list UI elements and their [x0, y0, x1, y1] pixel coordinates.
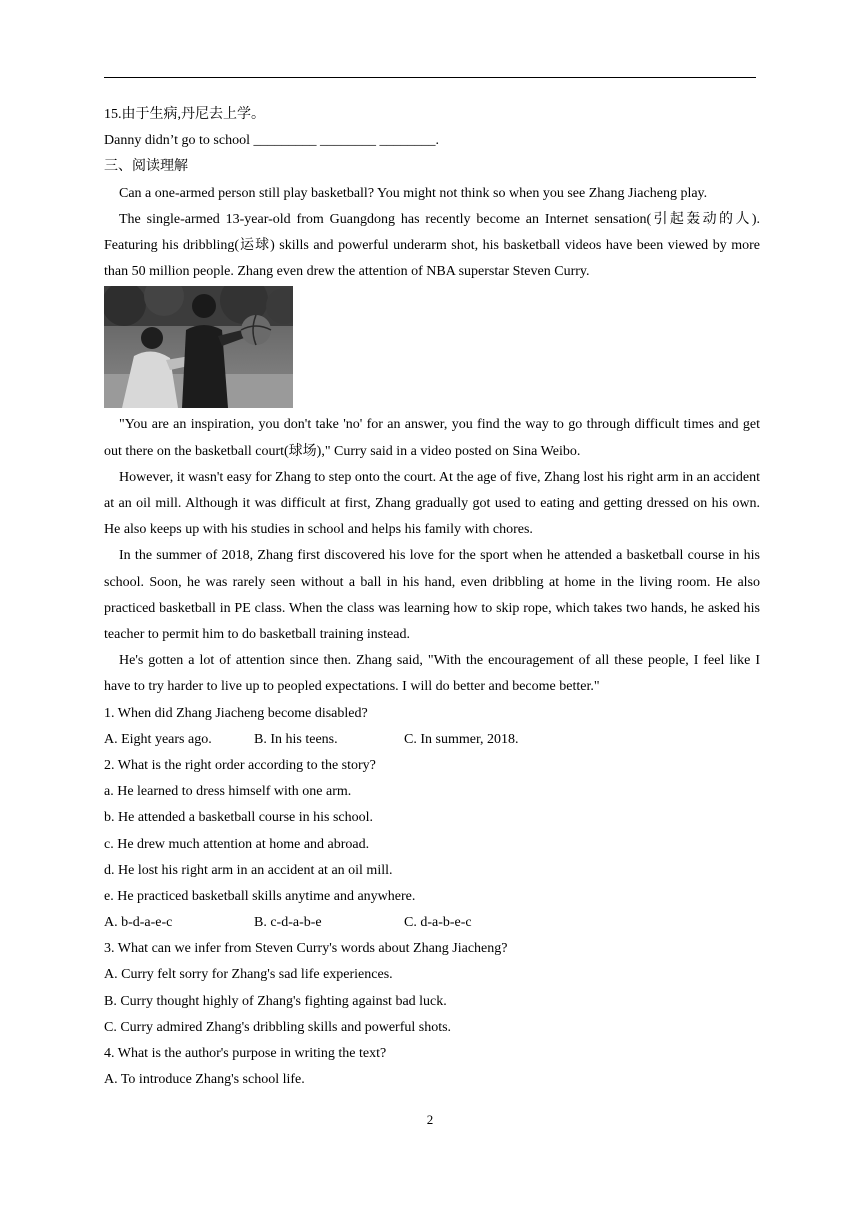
question-3-option-c: C. Curry admired Zhang's dribbling skills and powerful shots. — [104, 1019, 452, 1035]
page-content — [104, 102, 760, 1093]
question-4-stem: 4. What is the author's purpose in writing the text? — [104, 1046, 387, 1062]
question-2-option-a: A. b-d-a-e-c — [104, 915, 173, 931]
passage-paragraph-1: Can a one-armed person still play basketball? You might not think so when you see Zhang Jiacheng play. — [119, 185, 708, 201]
question-3-option-b: B. Curry thought highly of Zhang's fighting against bad luck. — [104, 993, 447, 1009]
section-title: 三、阅读理解 — [104, 159, 188, 175]
page-number: 2 — [426, 1112, 434, 1127]
passage-paragraph-3: "You are an inspiration, you don't take 'no' for an answer, you find the way to go through difficult times and get out there on the basketball court(球场)," Curry said in a video posted on Sina Weibo. — [104, 417, 760, 459]
q15-sentence: Danny didn’t go to school _________ ________ ________. — [104, 133, 439, 149]
question-1-option-b: B. In his teens. — [254, 731, 338, 747]
question-2-item-d: d. He lost his right arm in an accident at an oil mill. — [104, 862, 393, 878]
question-2-item-c: c. He drew much attention at home and abroad. — [104, 836, 370, 852]
question-1-option-a: A. Eight years ago. — [104, 731, 212, 747]
question-1-stem: 1. When did Zhang Jiacheng become disabled? — [104, 705, 368, 721]
passage-paragraph-4: However, it wasn't easy for Zhang to step onto the court. At the age of five, Zhang lost his right arm in an accident at an oil mill. Although it was difficult at first, Zhang gradually got used to eating and getting dressed on his own. He also keeps up with his studies in school and helps his family with chores. — [104, 469, 760, 538]
passage-photo — [104, 286, 293, 408]
question-2-options — [104, 910, 760, 936]
question-2-stem: 2. What is the right order according to the story? — [104, 757, 376, 773]
passage-paragraph-2: The single-armed 13-year-old from Guangdong has recently become an Internet sensation(引起轰动的人). Featuring his dribbling(运球) skills and powerful underarm shot, his basketball videos have been viewed by more than 50 million people. Zhang even drew the attention of NBA superstar Steven Curry. — [104, 211, 760, 280]
question-3-stem: 3. What can we infer from Steven Curry's words about Zhang Jiacheng? — [104, 941, 508, 957]
passage-paragraph-6: He's gotten a lot of attention since then. Zhang said, "With the encouragement of all these people, I feel like I have to try harder to live up to peopled expectations. I will do better and become better." — [104, 653, 760, 695]
question-2-item-e: e. He practiced basketball skills anytime and anywhere. — [104, 888, 416, 904]
question-2-option-b: B. c-d-a-b-e — [254, 915, 322, 931]
question-4-option-a: A. To introduce Zhang's school life. — [104, 1072, 305, 1088]
header-rule — [104, 77, 756, 78]
question-2-item-b: b. He attended a basketball course in his school. — [104, 810, 374, 826]
passage-paragraph-5: In the summer of 2018, Zhang first discovered his love for the sport when he attended a basketball course in his school. Soon, he was rarely seen without a ball in his hand, even dribbling at home in the living room. He also practiced basketball in PE class. When the class was learning how to skip rope, which takes two hands, he asked his teacher to permit him to do basketball training instead. — [104, 548, 760, 642]
basketball-photo-image — [104, 286, 293, 408]
q15-prompt: 15.由于生病,丹尼去上学。 — [104, 107, 265, 122]
question-3-option-a: A. Curry felt sorry for Zhang's sad life experiences. — [104, 967, 393, 983]
question-2-option-c: C. d-a-b-e-c — [404, 915, 472, 931]
question-2-item-a: a. He learned to dress himself with one arm. — [104, 784, 352, 800]
question-1-option-c: C. In summer, 2018. — [404, 731, 519, 747]
question-1-options — [104, 727, 760, 753]
